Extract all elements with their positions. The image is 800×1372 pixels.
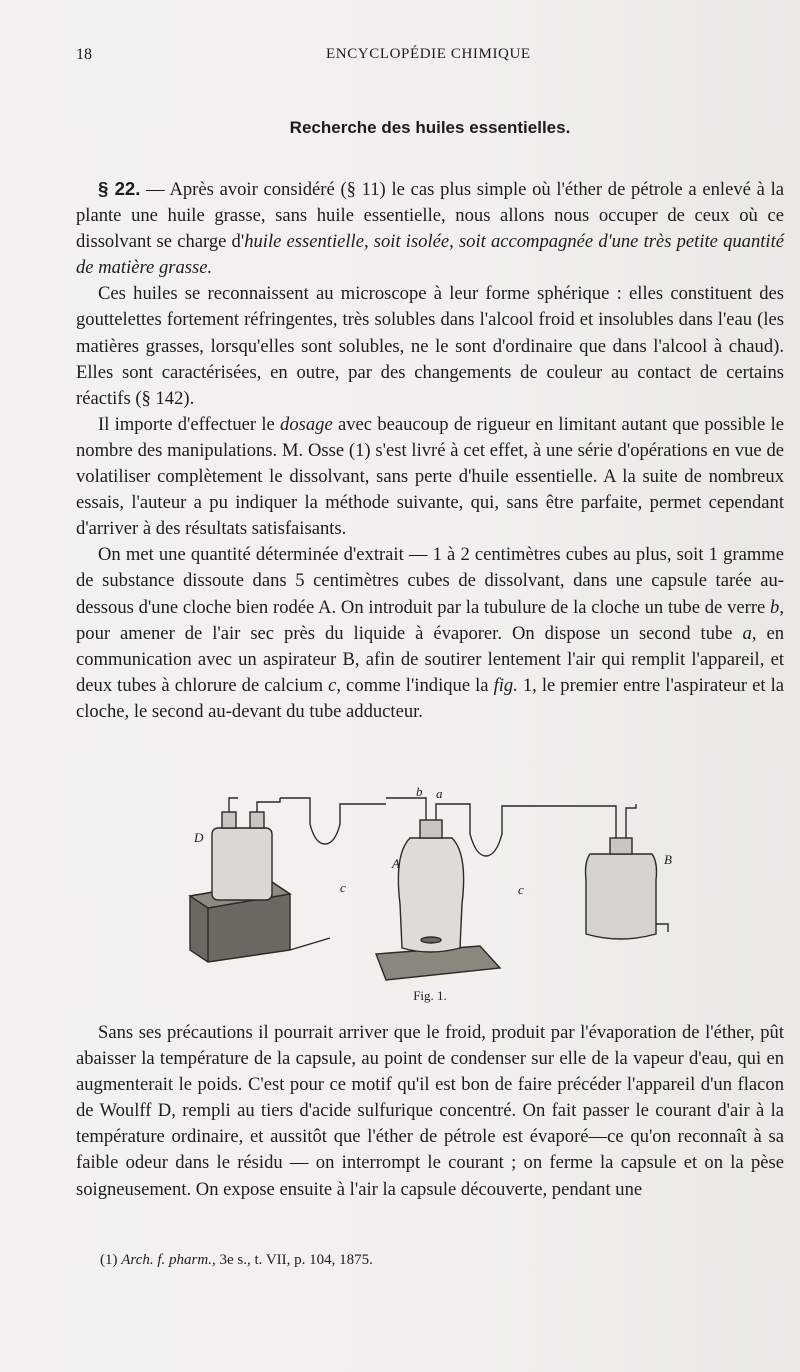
page-header: [76, 46, 784, 70]
paragraph-dosage: [76, 412, 784, 542]
page-number: 18: [76, 46, 92, 63]
upper-text-block: [76, 176, 784, 725]
bell-jar-a: [398, 838, 463, 952]
paragraph-method: [76, 542, 784, 725]
footnote-text: , 3e s., t. VII, p. 104, 1875.: [211, 1252, 373, 1268]
italic-text: dosage: [280, 413, 333, 435]
italic-text: huile essentielle, soit isolée, soit accompagnée d'une très petite quantité de matière grasse.: [76, 231, 785, 279]
footnote-reference: Arch. f. pharm.: [121, 1252, 212, 1268]
paragraph-text: — Après avoir considéré (§ 11) le cas plus simple où l'éther de pétrole a enlevé à la plante une huile grasse, sans huile essentielle, nous allons nous occuper de ceux où ce dissolvant se charge d': [76, 179, 784, 253]
paragraph-22: [76, 176, 784, 281]
section-title: Recherche des huiles essentielles.: [289, 118, 571, 137]
italic-text: a: [742, 622, 752, 644]
figure-caption: Fig. 1.: [413, 988, 447, 1003]
label-c-left: c: [340, 880, 346, 895]
paragraph-text: Il importe d'effectuer le: [98, 413, 281, 435]
u-tube-c-right: [450, 804, 600, 856]
label-a: A: [392, 856, 400, 871]
paragraph-precautions: Sans ses précautions il pourrait arriver que le froid, produit par l'évaporation de l'éther, pût abaisser la température de la capsule, au point de condenser sur elle de la vapeur d'eau, qui en augmenterait le poids. C'est pour ce motif qu'il est bon de faire précéder l'appareil d'un flacon de Woulff D, rempli au tiers d'acide sulfurique concentré. On fait passer le courant d'air à la température ordinaire, et aussitôt que l'éther de pétrole est évaporé—ce qu'on reconnaît à sa faible odeur dans le résidu — on interrompt le courant ; on ferme la capsule et on la pèse soigneusement. On expose ensuite à l'air la capsule découverte, pendant une: [76, 1022, 784, 1200]
paragraph-microscope: Ces huiles se reconnaissent au microscope à leur forme sphérique : elles constituent des gouttelettes fortement réfringentes, très solubles dans l'alcool froid et insolubles dans l'eau (les matières grasses, lorsqu'elles sont solubles, ne le sont d'ordinaire que dans l'alcool à chaud). Elles sont caractérisées, en outre, par des changements de couleur au contact de certains réactifs (§ 142).: [76, 283, 784, 409]
paragraph-text: avec beaucoup de rigueur en limitant autant que possible le nombre des manipulations. M. Osse (1) s'est livré à cet effet, à une série d'opérations en vue de volatiliser complètement le dissolvant, sans perte d'huile essentielle. A la suite de nombreux essais, l'auteur a pu indiquer la méthode suivante, qui, sans être parfaite, permet cependant d'arriver à des résultats satisfaisants.: [76, 413, 784, 540]
label-c-right: c: [518, 882, 524, 897]
label-a-small: a: [436, 786, 443, 801]
woulff-bottle-d: [212, 828, 272, 900]
italic-text: c: [328, 674, 337, 696]
footnote: [100, 1252, 780, 1269]
apparatus-figure: [180, 784, 700, 984]
footnote-marker: (1): [100, 1252, 122, 1268]
u-tube-c-left: [280, 798, 386, 844]
label-b: b: [416, 784, 423, 799]
paragraph-text: , comme l'indique la: [336, 674, 494, 696]
paragraph-text: 1, le premier entre l'aspirateur et la cloche, le second au-devant du tube adducteur.: [76, 674, 784, 722]
label-d: D: [194, 830, 204, 845]
aspirator-b: [586, 854, 657, 939]
section-number: § 22.: [98, 178, 141, 199]
lower-text-block: [76, 1020, 784, 1203]
running-title: ENCYCLOPÉDIE CHIMIQUE: [326, 46, 531, 62]
paragraph-text: , en communication avec un aspirateur B, afin de soutirer lentement l'air qui remplit l'appareil, et deux tubes à chlorure de calcium: [76, 622, 784, 696]
paragraph-text: On met une quantité déterminée d'extrait — 1 à 2 centimètres cubes au plus, soit 1 gramme de substance dissoute dans 5 centimètres cubes de dissolvant, dans une capsule tarée au-dessous d'une cloche bien rodée A. On introduit par la tubulure de la cloche un tube de verre: [76, 544, 784, 618]
paragraph-text: , pour amener de l'air sec près du liquide à évaporer. On dispose un second tube: [76, 596, 784, 644]
italic-text: b: [770, 596, 780, 618]
italic-text: fig.: [493, 674, 518, 696]
label-b-aspirator: B: [664, 852, 672, 867]
